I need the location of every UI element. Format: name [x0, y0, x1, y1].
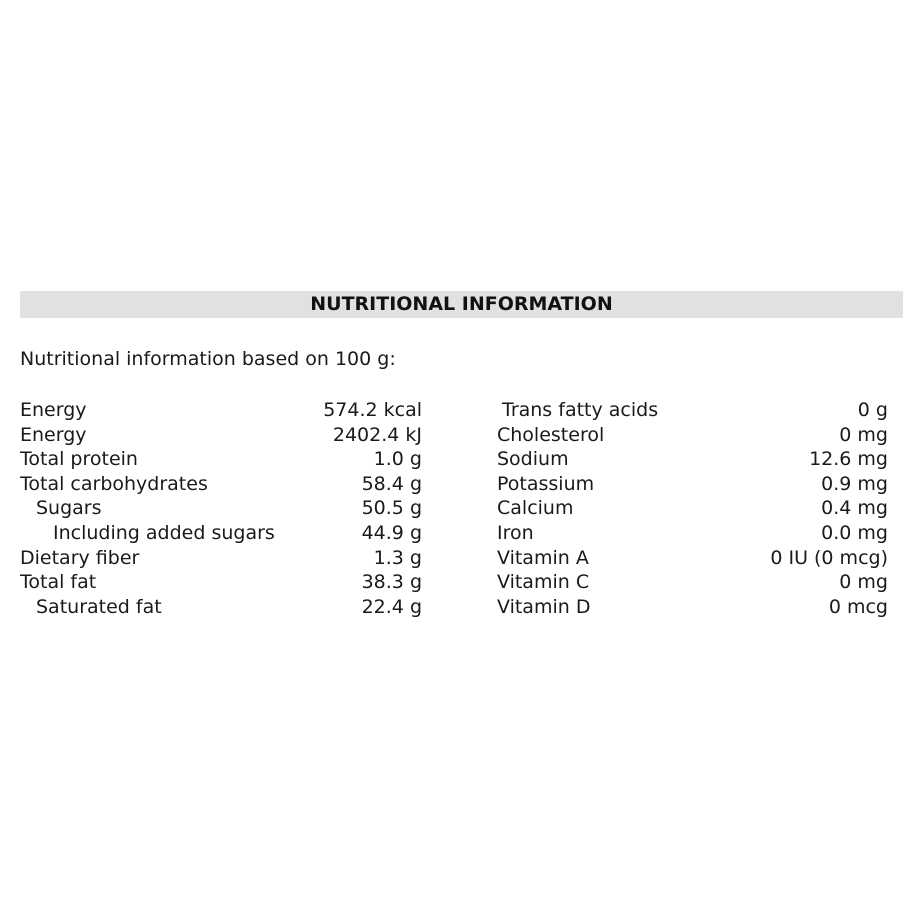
nutrient-label: Vitamin D [497, 595, 591, 618]
nutrient-value: 38.3 g [361, 571, 422, 594]
nutrient-value: 2402.4 kJ [332, 423, 422, 446]
nutrient-label: Total carbohydrates [20, 472, 208, 495]
basis-text: Nutritional information based on 100 g: [20, 348, 396, 370]
nutrient-label: Total protein [20, 448, 138, 471]
nutrient-value: 1.3 g [373, 546, 422, 569]
nutrient-label: Cholesterol [497, 423, 605, 446]
nutrient-label: Vitamin A [497, 546, 589, 569]
nutrient-value: 12.6 mg [809, 448, 888, 471]
nutrient-value: 58.4 g [361, 472, 422, 495]
nutrient-label: Iron [497, 521, 534, 544]
nutrient-value: 50.5 g [361, 497, 422, 520]
nutrient-value: 22.4 g [361, 595, 422, 618]
nutrient-label: Calcium [497, 497, 574, 520]
nutrient-label: Including added sugars [53, 521, 275, 544]
nutrients-left-column [20, 398, 422, 619]
nutrient-row-vitamin-a [497, 546, 888, 571]
nutrient-value: 0 mcg [828, 595, 888, 618]
nutrient-row-sodium [497, 447, 888, 472]
nutrient-row-energy-kj [20, 423, 422, 448]
nutrient-row-vitamin-c [497, 570, 888, 595]
nutrient-value: 0 mg [839, 423, 888, 446]
nutrient-label: Saturated fat [36, 595, 162, 618]
nutrient-row-saturated-fat [20, 595, 422, 620]
nutrient-row-energy-kcal [20, 398, 422, 423]
nutrient-value: 0 mg [839, 571, 888, 594]
nutrient-label: Potassium [497, 472, 595, 495]
nutrient-row-total-fat [20, 570, 422, 595]
nutrient-row-iron [497, 521, 888, 546]
nutrients-right-column [497, 398, 888, 619]
nutrient-row-trans-fatty-acids [497, 398, 888, 423]
nutrient-row-dietary-fiber [20, 546, 422, 571]
nutrient-label: Total fat [20, 571, 97, 594]
nutrient-row-total-carbohydrates [20, 472, 422, 497]
nutrient-row-potassium [497, 472, 888, 497]
nutrient-row-calcium [497, 496, 888, 521]
nutrient-label: Sugars [36, 497, 102, 520]
nutrient-value: 0.4 mg [821, 497, 888, 520]
nutrient-row-total-protein [20, 447, 422, 472]
nutrient-value: 0 g [857, 399, 888, 421]
header-bar [20, 291, 903, 318]
nutrient-value: 1.0 g [373, 448, 422, 471]
nutrient-row-vitamin-d [497, 595, 888, 620]
nutrient-value: 0 IU (0 mcg) [770, 546, 888, 569]
nutrient-row-sugars [20, 496, 422, 521]
nutrient-label: Trans fatty acids [502, 399, 659, 421]
nutrient-label: Vitamin C [497, 571, 590, 594]
nutrient-row-added-sugars [20, 521, 422, 546]
nutrient-label: Dietary fiber [20, 546, 140, 569]
nutrient-label: Sodium [497, 448, 569, 471]
nutrient-value: 574.2 kcal [323, 399, 422, 421]
nutrient-value: 0.9 mg [821, 472, 888, 495]
nutrient-value: 0.0 mg [821, 521, 888, 544]
nutrient-label: Energy [20, 399, 87, 421]
nutrient-value: 44.9 g [361, 521, 422, 544]
nutrient-row-cholesterol [497, 423, 888, 448]
nutrient-label: Energy [20, 423, 87, 446]
page-title: NUTRITIONAL INFORMATION [310, 293, 613, 315]
